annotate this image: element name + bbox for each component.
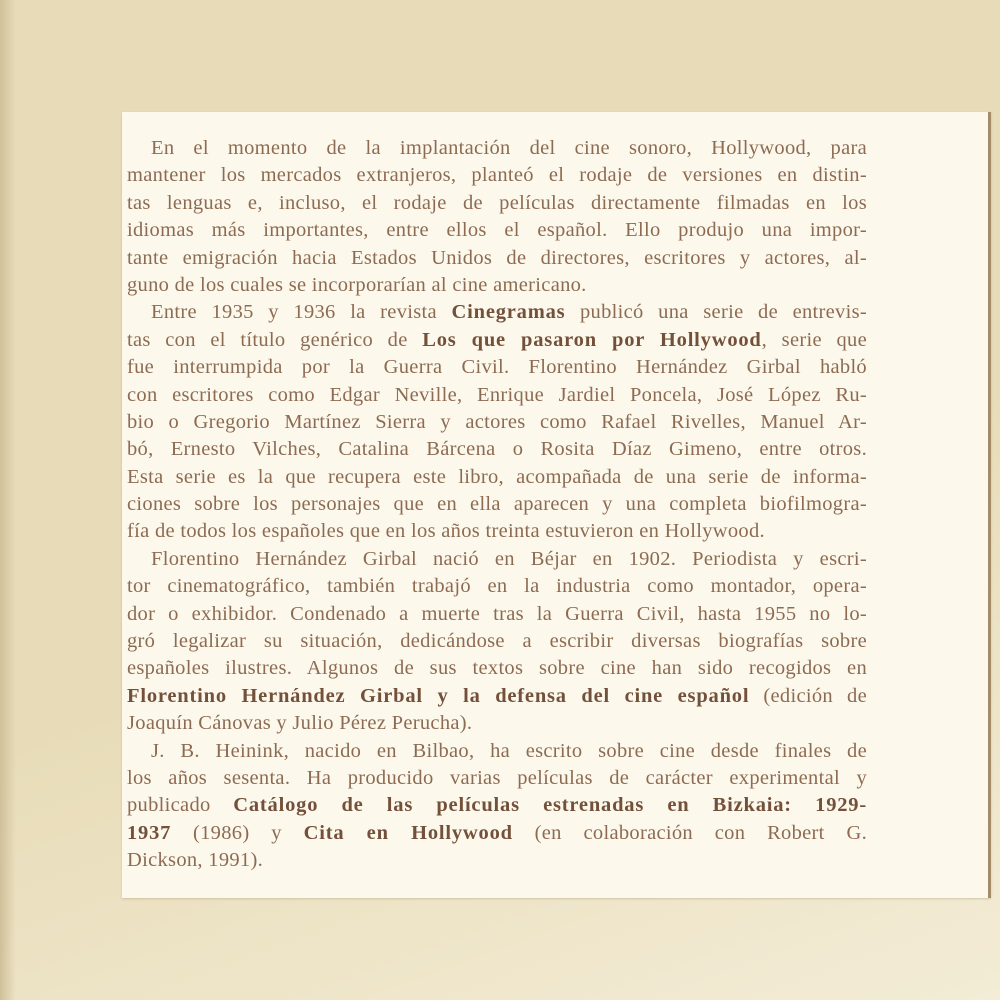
text-line	[127, 820, 867, 847]
body-text: , serie que	[761, 328, 867, 351]
text-line	[127, 628, 867, 655]
text-line	[127, 162, 867, 189]
text-line	[127, 683, 867, 710]
body-text: tante emigración hacia Estados Unidos de directores, escritores y actores, al-	[127, 246, 867, 269]
body-text: bio o Gregorio Martínez Sierra y actores como Rafael Rivelles, Manuel Ar-	[127, 410, 867, 433]
body-text: fía de todos los españoles que en los años treinta estuvieron en Hollywood.	[127, 520, 765, 543]
body-text: bó, Ernesto Vilches, Catalina Bárcena o Rosita Díaz Gimeno, entre otros.	[127, 438, 867, 461]
body-text: (1986) y	[171, 821, 304, 844]
text-line	[127, 573, 867, 600]
body-text: idiomas más importantes, entre ellos el español. Ello produjo una impor-	[127, 219, 867, 242]
text-line	[127, 354, 867, 381]
bold-title-text: Los que pasaron por Hollywood	[422, 328, 762, 351]
bold-title-text: 1937	[127, 821, 172, 844]
text-line	[127, 190, 867, 217]
body-text: Joaquín Cánovas y Julio Pérez Perucha).	[127, 712, 473, 735]
body-text: guno de los cuales se incorporarían al cine americano.	[127, 273, 587, 296]
body-text: Esta serie es la que recupera este libro, acompañada de una serie de informa-	[127, 465, 867, 488]
text-line	[127, 135, 867, 162]
body-text: dor o exhibidor. Condenado a muerte tras la Guerra Civil, hasta 1955 no lo-	[127, 602, 867, 625]
body-text: publicado	[127, 794, 234, 817]
bold-title-text: Cita en Hollywood	[303, 821, 513, 844]
text-line	[127, 245, 867, 272]
text-line	[127, 655, 867, 682]
body-text: tas lenguas e, incluso, el rodaje de películas directamente filmadas en los	[127, 191, 867, 214]
body-text: J. B. Heinink, nacido en Bilbao, ha escrito sobre cine desde finales de	[151, 739, 867, 762]
body-text: gró legalizar su situación, dedicándose a escribir diversas biografías sobre	[127, 630, 867, 653]
body-text: Florentino Hernández Girbal nació en Béjar en 1902. Periodista y escri-	[151, 547, 867, 570]
body-text: españoles ilustres. Algunos de sus textos sobre cine han sido recogidos en	[127, 657, 867, 680]
body-text: Entre 1935 y 1936 la revista	[151, 301, 452, 324]
body-text: mantener los mercados extranjeros, planteó el rodaje de versiones en distin-	[127, 164, 867, 187]
bold-title-text: Cinegramas	[451, 301, 566, 324]
text-line	[127, 464, 867, 491]
text-line	[127, 327, 867, 354]
text-panel	[122, 112, 991, 898]
body-text: ciones sobre los personajes que en ella aparecen y una completa biofilmogra-	[127, 493, 867, 516]
text-line	[127, 382, 867, 409]
text-line	[127, 518, 867, 545]
paragraph	[127, 299, 867, 546]
body-text: Dickson, 1991).	[127, 849, 264, 872]
text-block	[127, 135, 867, 875]
body-text: tor cinematográfico, también trabajó en la industria como montador, opera-	[127, 575, 867, 598]
body-text: fue interrumpida por la Guerra Civil. Florentino Hernández Girbal habló	[127, 356, 867, 379]
paragraph	[127, 738, 867, 875]
paragraph	[127, 546, 867, 738]
body-text: (en colaboración con Robert G.	[512, 821, 867, 844]
text-line	[127, 847, 867, 874]
text-line	[127, 738, 867, 765]
paragraph	[127, 135, 867, 299]
text-line	[127, 546, 867, 573]
body-text: publicó una serie de entrevis-	[565, 301, 868, 324]
text-line	[127, 491, 867, 518]
bold-title-text: Florentino Hernández Girbal y la defensa del cine español	[127, 684, 750, 707]
text-line	[127, 272, 867, 299]
text-line	[127, 409, 867, 436]
text-line	[127, 710, 867, 737]
text-line	[127, 765, 867, 792]
body-text: con escritores como Edgar Neville, Enrique Jardiel Poncela, José López Ru-	[127, 383, 867, 406]
text-line	[127, 436, 867, 463]
bold-title-text: Catálogo de las películas estrenadas en Bizkaia: 1929-	[233, 794, 867, 817]
text-line	[127, 217, 867, 244]
page-left-shadow	[0, 0, 16, 1000]
text-line	[127, 792, 867, 819]
text-line	[127, 601, 867, 628]
text-line	[127, 299, 867, 326]
body-text: (edición de	[749, 684, 867, 707]
body-text: tas con el título genérico de	[127, 328, 423, 351]
body-text: los años sesenta. Ha producido varias películas de carácter experimental y	[127, 766, 867, 789]
body-text: En el momento de la implantación del cine sonoro, Hollywood, para	[151, 137, 867, 159]
